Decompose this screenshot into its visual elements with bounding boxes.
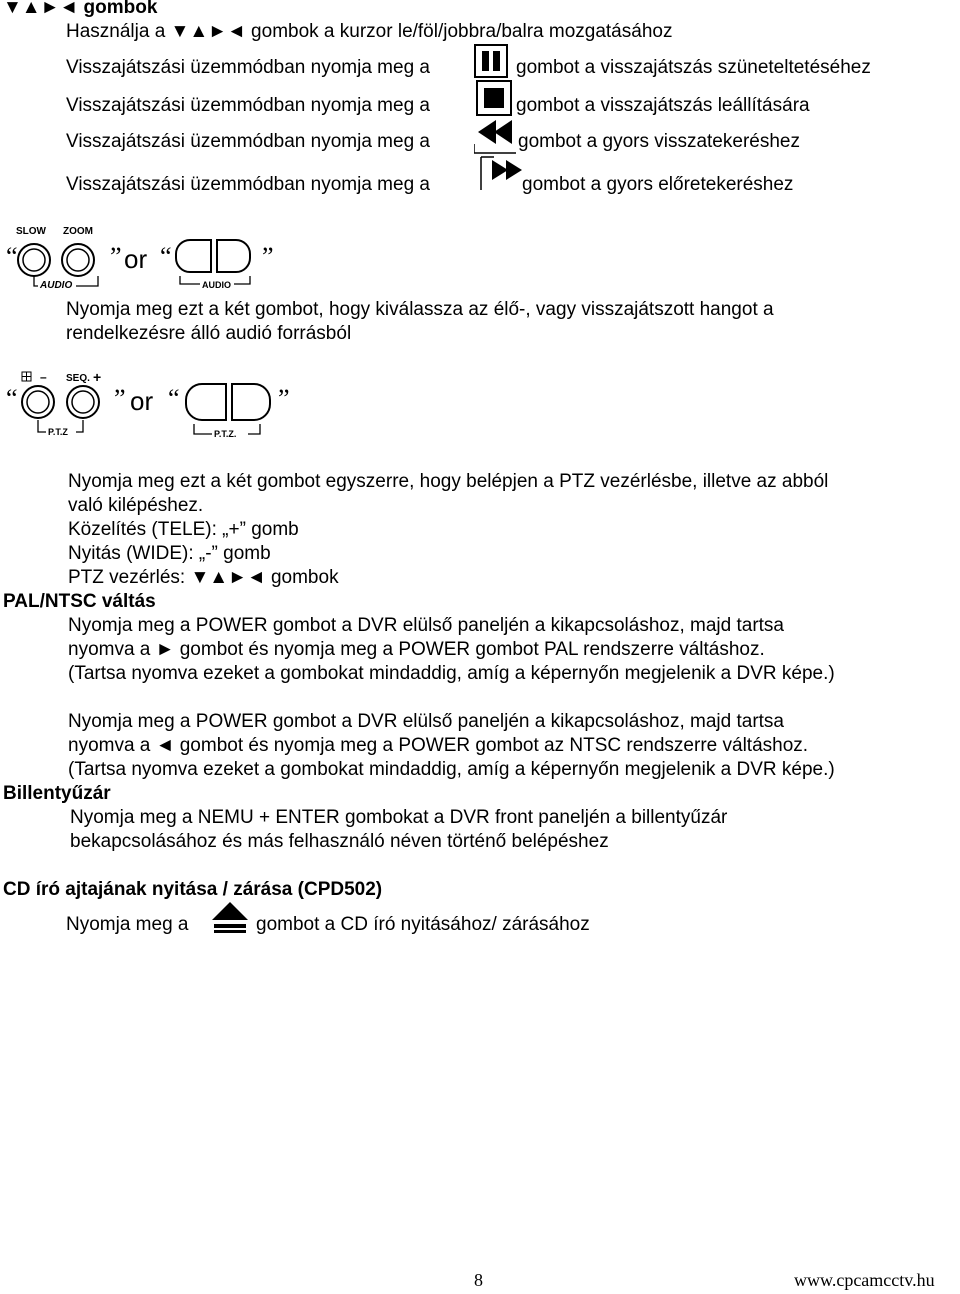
pal-line-1: Nyomja meg a POWER gombot a DVR elülső paneljén a kikapcsoláshoz, majd tartsa	[68, 615, 784, 636]
pal-line-3: (Tartsa nyomva ezeket a gombokat mindaddig, amíg a képernyőn megjelenik a DVR képe.)	[68, 663, 835, 684]
fastforward-post: gombot a gyors előretekeréshez	[522, 174, 794, 195]
seq-label: SEQ.	[66, 373, 90, 384]
ptz-rect-buttons	[184, 382, 278, 440]
ptz-plus-label: +	[93, 369, 102, 385]
pal-line-2: nyomva a ► gombot és nyomja meg a POWER gombot PAL rendszerre váltáshoz.	[68, 639, 765, 660]
cd-heading: CD író ajtajának nyitása / zárása (CPD502)	[3, 879, 383, 900]
audio-or-text: or	[124, 244, 148, 274]
ptz-label-2: P.T.Z.	[214, 429, 237, 439]
arrows-heading	[3, 0, 157, 19]
ptz-minus-label: –	[40, 370, 47, 384]
ptz-open-quote-2: “	[168, 384, 180, 413]
arrows-heading-word: gombok	[83, 0, 158, 18]
audio-rect-buttons	[174, 238, 264, 292]
audio-open-quote-2: “	[160, 242, 172, 271]
audio-description-1: Nyomja meg ezt a két gombot, hogy kiválassza az élő-, vagy visszajátszott hangot a	[66, 299, 774, 320]
keylock-line-1: Nyomja meg a NEMU + ENTER gombokat a DVR front paneljén a billentyűzár	[70, 807, 728, 828]
pause-icon	[474, 44, 508, 78]
audio-close-quote-2: ”	[262, 242, 274, 271]
pal-ntsc-heading: PAL/NTSC váltás	[3, 591, 156, 612]
rewind-post: gombot a gyors visszatekeréshez	[518, 131, 800, 152]
ptz-close-quote: ”	[114, 384, 126, 413]
zoom-label: ZOOM	[63, 226, 93, 237]
stop-icon	[476, 80, 512, 116]
ptz-description-1: Nyomja meg ezt a két gombot egyszerre, hogy belépjen a PTZ vezérlésbe, illetve az abból	[68, 471, 829, 492]
ptz-close-quote-2: ”	[278, 384, 290, 413]
fastforward-pre: Visszajátszási üzemmódban nyomja meg a	[66, 174, 430, 195]
slow-label: SLOW	[16, 226, 46, 237]
rewind-icon	[474, 116, 516, 154]
pause-pre: Visszajátszási üzemmódban nyomja meg a	[66, 57, 430, 78]
ntsc-line-1: Nyomja meg a POWER gombot a DVR elülső paneljén a kikapcsoláshoz, majd tartsa	[68, 711, 784, 732]
cd-pre: Nyomja meg a	[66, 914, 189, 935]
audio-label-2: AUDIO	[202, 280, 231, 290]
audio-description-2: rendelkezésre álló audió forrásból	[66, 323, 352, 344]
ptz-control: PTZ vezérlés: ▼▲►◄ gombok	[68, 567, 339, 588]
footer-url: www.cpcamcctv.hu	[794, 1270, 935, 1290]
ptz-label-1: P.T.Z	[48, 427, 68, 437]
pause-post: gombot a visszajátszás szüneteltetéséhez	[516, 57, 871, 78]
ptz-open-quote: “	[6, 384, 18, 413]
ntsc-line-2: nyomva a ◄ gombot és nyomja meg a POWER gombot az NTSC rendszerre váltáshoz.	[68, 735, 809, 756]
fastforward-icon	[480, 156, 524, 192]
ptz-description-2: való kilépéshez.	[68, 495, 204, 516]
eject-icon	[210, 900, 250, 936]
ntsc-line-3: (Tartsa nyomva ezeket a gombokat mindaddig, amíg a képernyőn megjelenik a DVR képe.)	[68, 759, 835, 780]
arrows-usage: Használja a ▼▲►◄ gombok a kurzor le/föl/jobbra/balra mozgatásához	[66, 21, 673, 42]
audio-open-quote: “	[6, 242, 18, 271]
keylock-heading: Billentyűzár	[3, 783, 111, 804]
rewind-pre: Visszajátszási üzemmódban nyomja meg a	[66, 131, 430, 152]
ptz-wide: Nyitás (WIDE): „-” gomb	[68, 543, 271, 564]
page-number: 8	[474, 1270, 483, 1290]
audio-label-1: AUDIO	[40, 280, 73, 291]
arrow-symbols: ▼▲►◄	[3, 0, 79, 18]
audio-close-quote: ”	[110, 242, 122, 271]
ptz-tele: Közelítés (TELE): „+” gomb	[68, 519, 299, 540]
ptz-or-text: or	[130, 386, 154, 416]
cd-post: gombot a CD író nyitásához/ zárásához	[256, 914, 590, 935]
stop-pre: Visszajátszási üzemmódban nyomja meg a	[66, 95, 430, 116]
keylock-line-2: bekapcsolásához és más felhasználó néven történő belépéshez	[70, 831, 609, 852]
stop-post: gombot a visszajátszás leállítására	[516, 95, 810, 116]
